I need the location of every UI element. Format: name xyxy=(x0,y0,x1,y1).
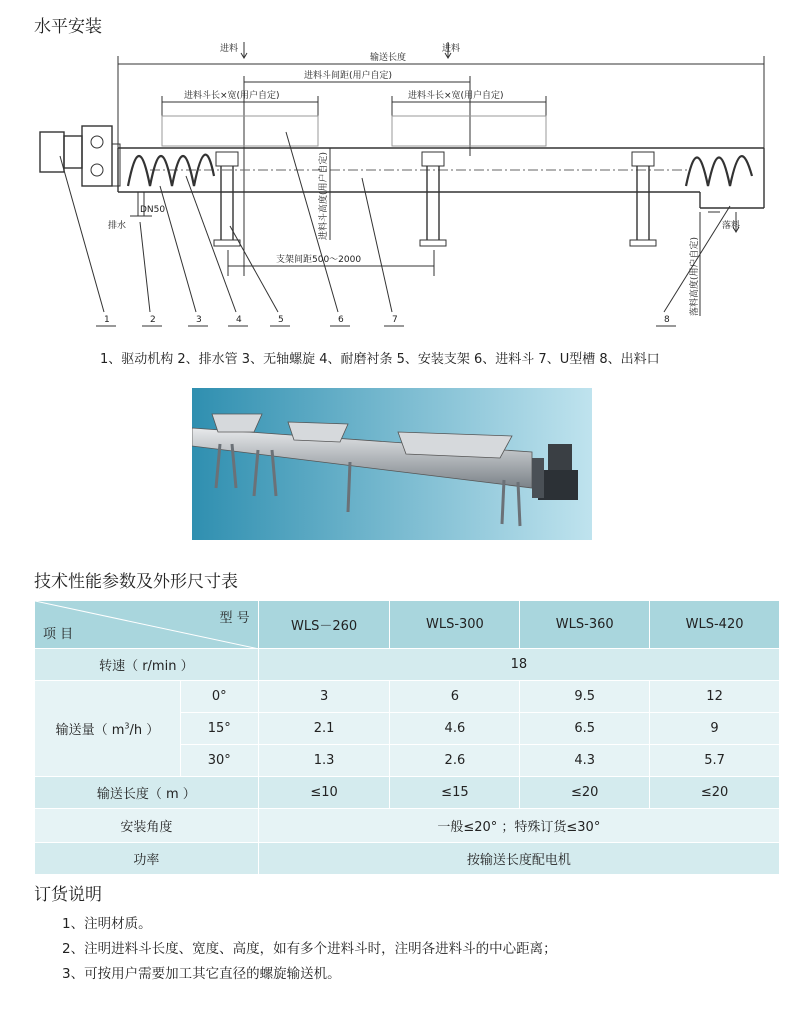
spec-table xyxy=(34,600,780,875)
table-cell: 12 xyxy=(650,681,780,713)
table-header-row xyxy=(35,601,780,649)
section-title-order: 订货说明 xyxy=(34,885,102,905)
table-row xyxy=(35,777,780,809)
model-label: 型 号 xyxy=(219,611,250,626)
install-angle-label: 安装角度 xyxy=(35,809,259,843)
table-cell: ≤15 xyxy=(390,777,520,809)
table-cell: 5.7 xyxy=(650,745,780,777)
table-cell: ≤20 xyxy=(520,777,650,809)
table-cell: 2.1 xyxy=(258,713,390,745)
table-cell: 9.5 xyxy=(520,681,650,713)
label-feed-right: 进料 xyxy=(442,44,461,54)
table-cell: ≤20 xyxy=(650,777,780,809)
table-row xyxy=(35,809,780,843)
model-cell: WLS-360 xyxy=(520,601,650,649)
section-title-spec: 技术性能参数及外形尺寸表 xyxy=(34,572,238,592)
table-row xyxy=(35,649,780,681)
order-note: 2、注明进料斗长度、宽度、高度，如有多个进料斗时，注明各进料斗的中心距离； xyxy=(62,941,557,957)
capacity-label: 输送量（ $m^3/h$ ） xyxy=(35,681,181,777)
label-hopper-spacing: 进料斗间距(用户自定) xyxy=(304,71,393,81)
speed-value: 18 xyxy=(258,649,779,681)
table-cell: 2.6 xyxy=(390,745,520,777)
installation-diagram xyxy=(0,36,800,336)
label-drain: 排水 xyxy=(108,221,127,231)
label-hopper-height: 进料斗高度(用户自定) xyxy=(319,151,329,240)
part-number: 7 xyxy=(392,315,398,325)
part-number: 5 xyxy=(278,315,284,325)
table-row xyxy=(35,843,780,875)
part-numbers xyxy=(104,315,670,325)
model-cell: WLS－260 xyxy=(258,601,390,649)
angle-cell: 0° xyxy=(180,681,258,713)
table-cell: 6 xyxy=(390,681,520,713)
part-number: 4 xyxy=(236,315,242,325)
item-label: 项 目 xyxy=(43,627,74,642)
part-number: 2 xyxy=(150,315,156,325)
label-hopper-size-left: 进料斗长×宽(用户自定) xyxy=(184,91,280,101)
label-drop: 落料 xyxy=(722,221,741,231)
table-cell: 4.6 xyxy=(390,713,520,745)
label-support-spacing: 支架间距500～2000 xyxy=(276,255,362,265)
power-value: 按输送长度配电机 xyxy=(258,843,779,875)
label-dn50: DN50 xyxy=(140,205,166,215)
table-cell: ≤10 xyxy=(258,777,390,809)
section-title-install: 水平安装 xyxy=(34,17,102,37)
order-note: 3、可按用户需要加工其它直径的螺旋输送机。 xyxy=(62,966,341,982)
table-cell: 6.5 xyxy=(520,713,650,745)
speed-label: 转速（ r/min ） xyxy=(35,649,259,681)
part-number: 3 xyxy=(196,315,202,325)
label-feed-left: 进料 xyxy=(220,44,239,54)
table-cell: 9 xyxy=(650,713,780,745)
parts-legend: 1、驱动机构 2、排水管 3、无轴螺旋 4、耐磨衬条 5、安装支架 6、进料斗 7、U型槽 8、出料口 xyxy=(100,352,660,367)
model-cell: WLS-420 xyxy=(650,601,780,649)
part-number: 1 xyxy=(104,315,110,325)
power-label: 功率 xyxy=(35,843,259,875)
order-note: 1、注明材质。 xyxy=(62,916,152,932)
model-cell: WLS-300 xyxy=(390,601,520,649)
length-label: 输送长度（ m ） xyxy=(35,777,259,809)
part-number: 6 xyxy=(338,315,344,325)
product-photo xyxy=(192,388,592,540)
angle-cell: 30° xyxy=(180,745,258,777)
table-row xyxy=(35,681,780,713)
part-number: 8 xyxy=(664,315,670,325)
angle-cell: 15° xyxy=(180,713,258,745)
label-hopper-size-right: 进料斗长×宽(用户自定) xyxy=(408,91,504,101)
table-cell: 4.3 xyxy=(520,745,650,777)
label-drop-height: 落料高度(用户自定) xyxy=(690,236,700,316)
table-cell: 1.3 xyxy=(258,745,390,777)
label-conveying-length: 输送长度 xyxy=(370,53,407,63)
header-corner-cell xyxy=(35,601,259,649)
install-angle-value: 一般≤20° ；特殊订货≤30° xyxy=(258,809,779,843)
table-cell: 3 xyxy=(258,681,390,713)
